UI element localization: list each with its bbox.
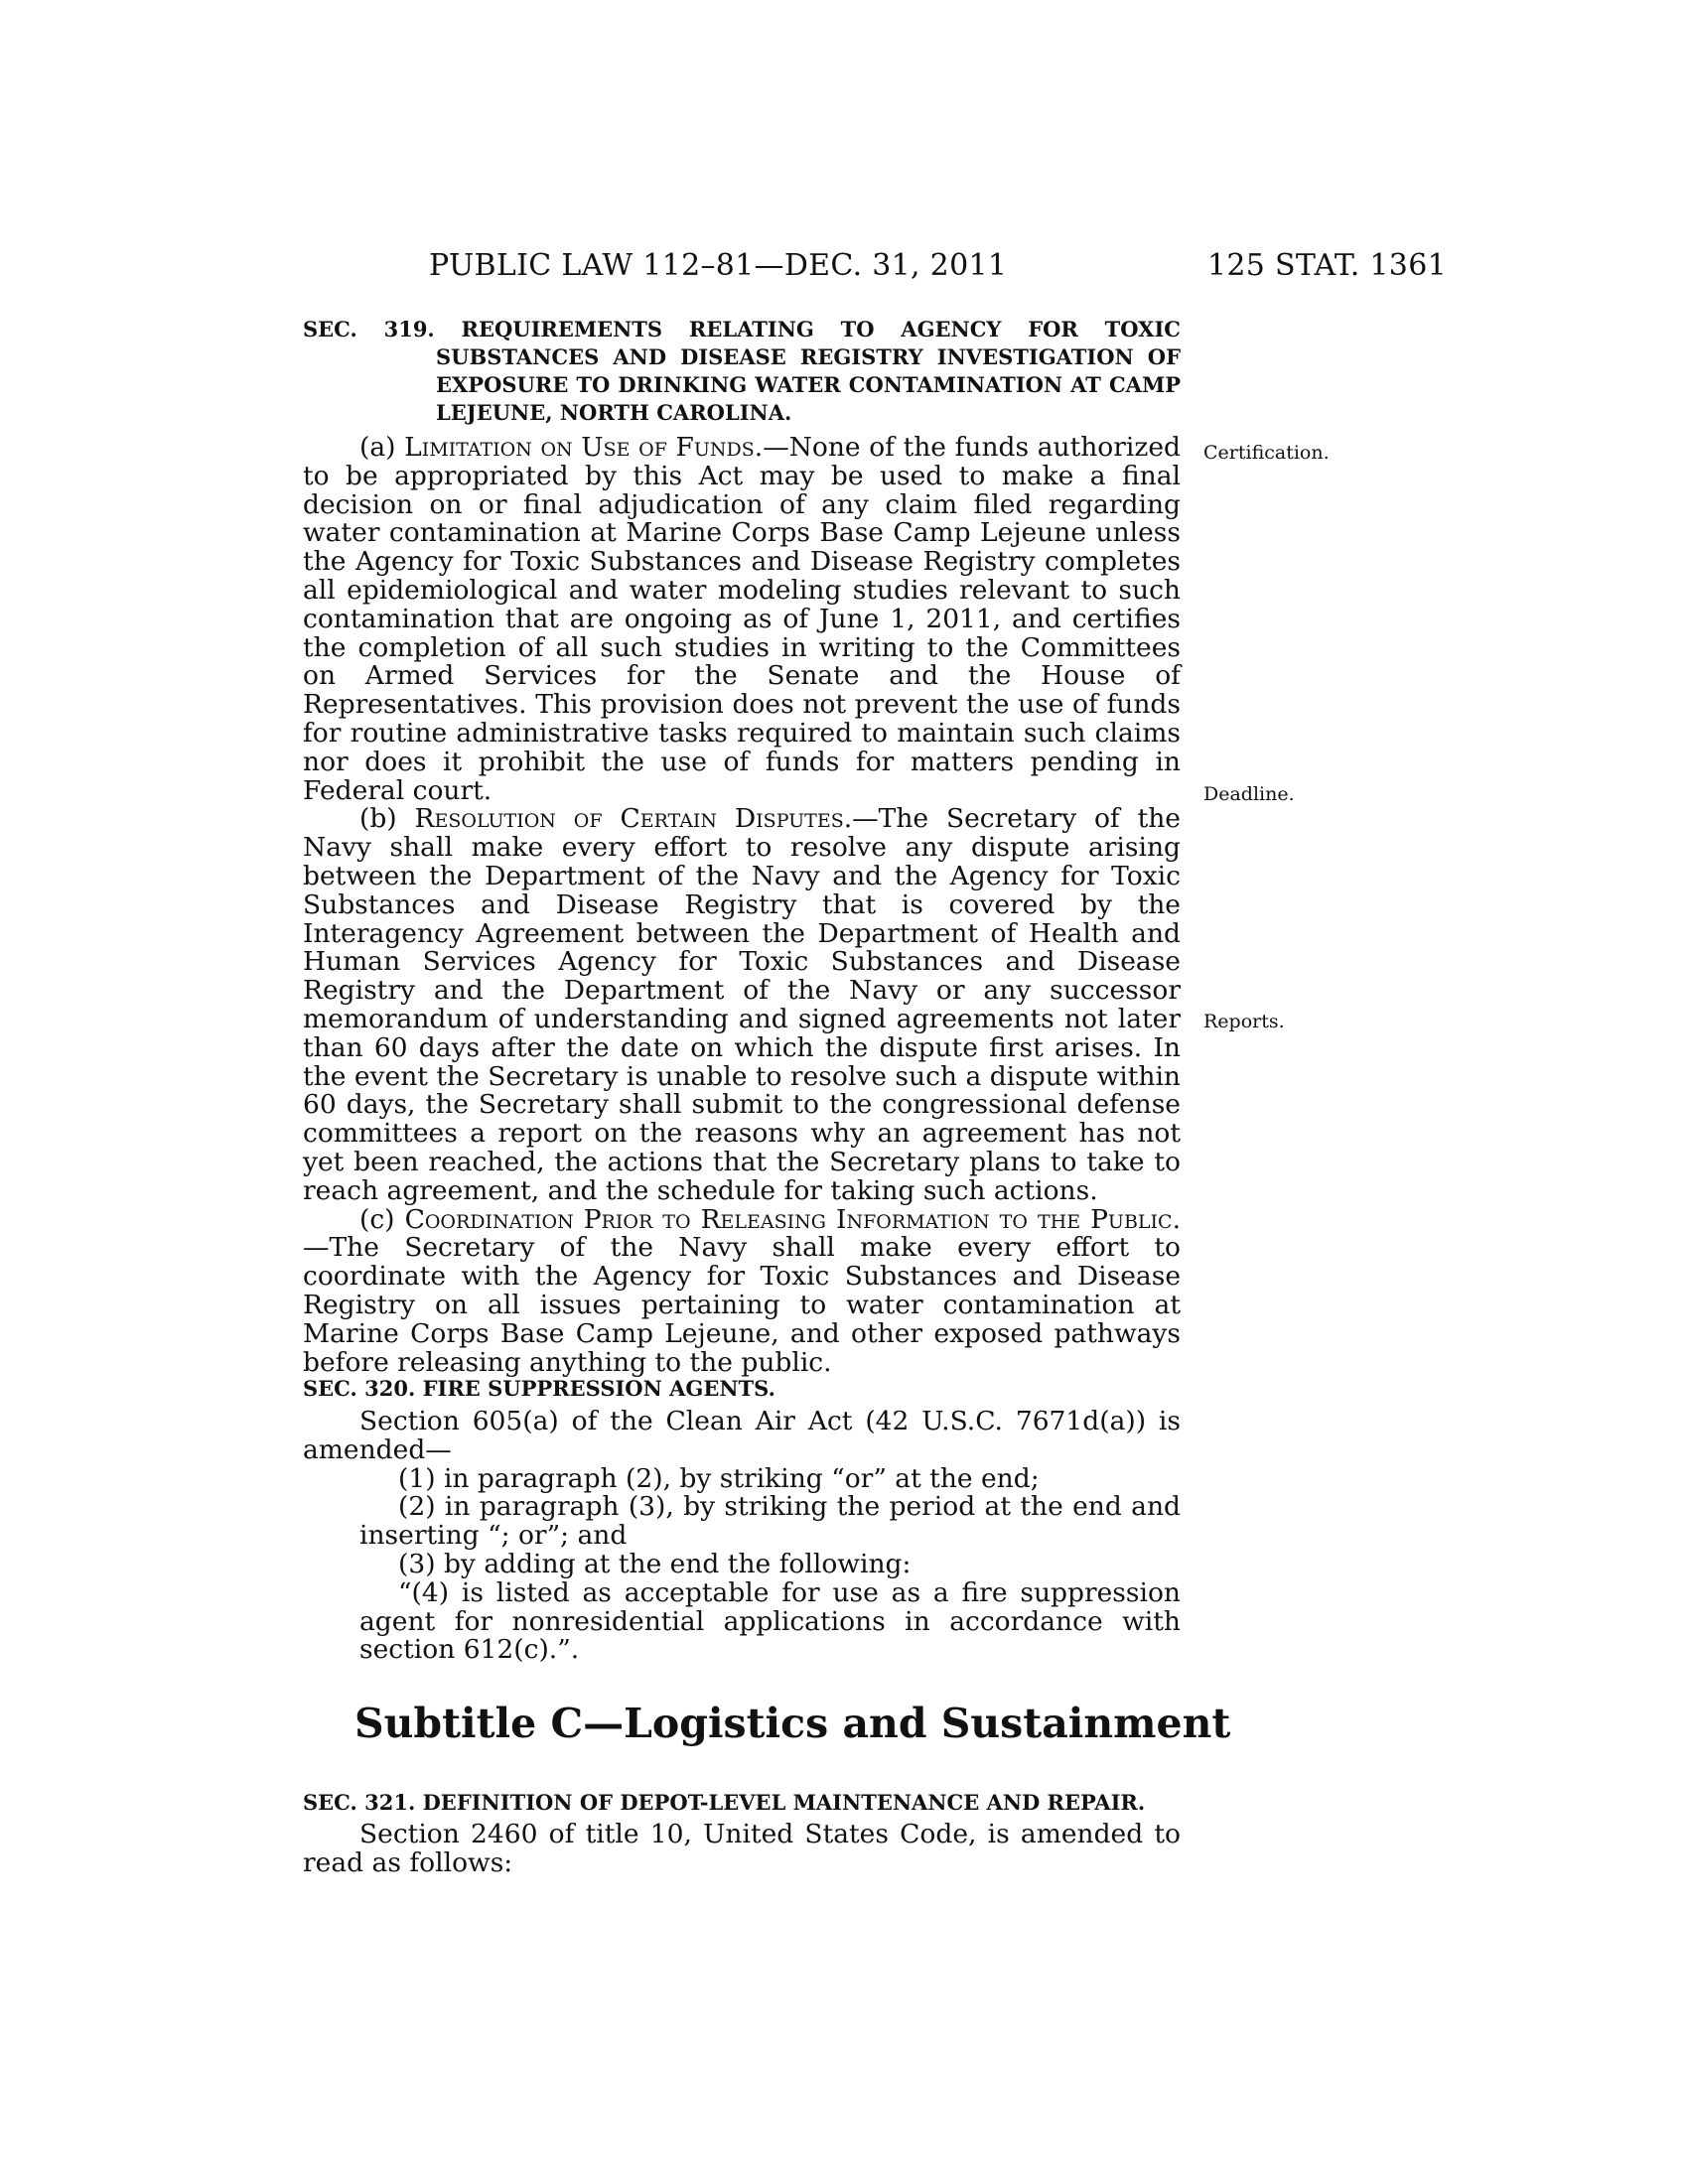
sec-320-heading: SEC. 320. FIRE SUPPRESSION AGENTS.: [303, 1376, 775, 1401]
law-title: PUBLIC LAW 112–81—DEC. 31, 2011: [429, 248, 1008, 283]
subsection-b-label: (b): [359, 803, 415, 835]
sec-321-heading: SEC. 321. DEFINITION OF DEPOT-LEVEL MAINTENANCE AND REPAIR.: [303, 1790, 1146, 1815]
sec-320-item-1: (1) in paragraph (2), by striking “or” at the end;: [398, 1462, 1040, 1494]
margin-note-reports: Reports.: [1203, 1011, 1285, 1032]
sec-321: [303, 1789, 1181, 1817]
sec-320-intro: Section 605(a) of the Clean Air Act (42 U.S.C. 7671d(a)) is amended—: [303, 1406, 1181, 1465]
subsection-b-text: —The Secretary of the Navy shall make every effort to resolve any dispute arising between the Department of the Navy and the Agency for Toxic Substances and Disease Registry that is covered by the Interagency Agreement between the Department of Health and Human Services Agency for Toxic Substances and Disease Registry and the Department of the Navy or any successor memorandum of understanding and signed agreements not later than 60 days after the date on which the dispute first arises. In the event the Secretary is unable to resolve such a dispute within 60 days, the Secretary shall submit to the congressional defense committees a report on the reasons why an agreement has not yet been reached, the actions that the Secretary plans to take to reach agreement, and the schedule for taking such actions.: [303, 803, 1181, 1206]
subsection-c-text: —The Secretary of the Navy shall make every effort to coordinate with the Agency for Toxic Substances and Disease Registry on all issues pertaining to water contamination at Marine Corps Base Camp Lejeune, and other exposed pathways before releasing anything to the public.: [303, 1232, 1181, 1378]
sec-321-body: [303, 1821, 1181, 1878]
sec-320-quoted-text: “(4) is listed as acceptable for use as a fire suppression agent for nonresidential applications in accordance with section 612(c).”.: [359, 1576, 1181, 1666]
subsection-a-text: —None of the funds authorized to be appropriated by this Act may be used to make a final decision on or final adjudication of any claim filed regarding water contamination at Marine Corps Base Camp Lejeune unless the Agency for Toxic Substances and Disease Registry completes all epidemiological and water modeling studies relevant to such contamination that are ongoing as of June 1, 2011, and certifies the completion of all such studies in writing to the Committees on Armed Services for the Senate and the House of Representatives. This provision does not prevent the use of funds for routine administrative tasks required to maintain such claims nor does it prohibit the use of funds for matters pending in Federal court.: [303, 432, 1181, 806]
subsection-a-label: (a): [359, 432, 405, 463]
subsection-c-label: (c): [359, 1203, 405, 1235]
subsection-c-title: Coordination Prior to Releasing Information to the Public.: [404, 1203, 1181, 1235]
subsection-c: [303, 1203, 1181, 1378]
sec-321-text: Section 2460 of title 10, United States Code, is amended to read as follows:: [303, 1819, 1181, 1878]
sec-320: [303, 1375, 1181, 1403]
subtitle-heading: Subtitle C—Logistics and Sustainment: [354, 1700, 1231, 1747]
margin-note-deadline: Deadline.: [1203, 783, 1295, 805]
stat-reference: 125 STAT. 1361: [1207, 248, 1447, 283]
subsection-b-title: Resolution of Certain Disputes.: [414, 803, 853, 835]
subsection-b: [303, 805, 1181, 1205]
subsection-a: [303, 434, 1181, 805]
sec-319-heading: SEC. 319. REQUIREMENTS RELATING TO AGENCY FOR TOXIC SUBSTANCES AND DISEASE REGISTRY INVESTIGATION OF EXPOSURE TO DRINKING WATER CONTAMINATION AT CAMP LEJEUNE, NORTH CAROLINA.: [303, 317, 1181, 425]
sec-320-item-3: (3) by adding at the end the following:: [398, 1548, 912, 1579]
sec-320-item-2: (2) in paragraph (3), by striking the period at the end and inserting “; or”; and: [359, 1491, 1181, 1552]
sec-319-body: [303, 434, 1181, 1377]
sec-320-body: [303, 1408, 1181, 1665]
subsection-a-title: Limitation on Use of Funds.: [404, 432, 764, 463]
sec-319: [303, 316, 1181, 427]
margin-note-certification: Certification.: [1203, 442, 1330, 464]
